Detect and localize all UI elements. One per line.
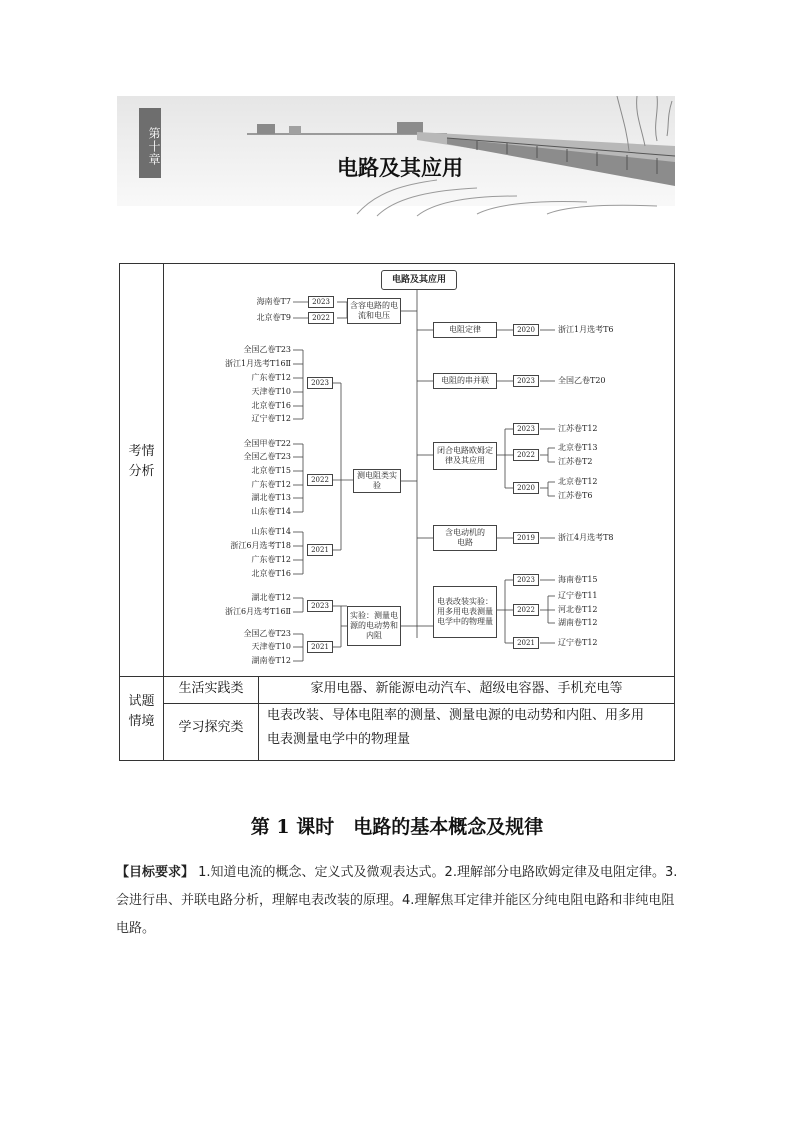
exam-item: 北京卷T9: [256, 313, 291, 322]
year-tag: 2023: [513, 375, 539, 387]
topic-emf-experiment: 实验：测量电源的电动势和内阻: [347, 606, 401, 646]
mind-map-root: 电路及其应用: [381, 270, 457, 290]
knowledge-mind-map: [163, 264, 674, 676]
study-text-line2: 电表测量电学中的物理量: [267, 732, 411, 747]
exam-item: 江苏卷T12: [558, 424, 598, 433]
exam-item: 广东卷T12: [251, 373, 291, 382]
context-label: [120, 692, 163, 732]
exam-item: 全国乙卷T23: [243, 345, 291, 354]
topic-motor-circuit: 含电动机的电路: [433, 525, 497, 551]
year-tag: 2023: [307, 377, 333, 389]
exam-item: 全国乙卷T20: [558, 376, 606, 385]
exam-item: 山东卷T14: [251, 527, 291, 536]
goals-text: 1.知道电流的概念、定义式及微观表达式。2.理解部分电路欧姆定律及电阻定律。3.会进行串、并联电路分析，理解电表改装的原理。4.理解焦耳定律并能区分纯电阻电路和非纯电阻电路。: [116, 865, 678, 936]
exam-item: 北京卷T13: [558, 443, 598, 452]
chapter-title: 电路及其应用: [337, 156, 463, 180]
exam-item: 山东卷T14: [251, 507, 291, 516]
exam-item: 北京卷T16: [251, 569, 291, 578]
study-explore-label: 学习探究类: [178, 720, 244, 735]
exam-item: 海南卷T7: [256, 297, 291, 306]
exam-item: 江苏卷T6: [558, 491, 593, 500]
exam-item: 湖北卷T12: [251, 593, 291, 602]
exam-item: 海南卷T15: [558, 575, 598, 584]
goals-label: 【目标要求】: [116, 865, 195, 880]
year-tag: 2021: [307, 641, 333, 653]
analysis-label: [120, 442, 163, 482]
exam-item: 全国乙卷T23: [243, 452, 291, 461]
year-tag: 2022: [307, 474, 333, 486]
exam-item: 辽宁卷T12: [558, 638, 598, 647]
year-tag: 2021: [307, 544, 333, 556]
exam-item: 辽宁卷T12: [251, 414, 291, 423]
exam-item: 浙江1月选考T16Ⅱ: [224, 359, 291, 368]
year-tag: 2019: [513, 532, 539, 544]
exam-item: 广东卷T12: [251, 480, 291, 489]
context-label-text: 试题情境: [128, 694, 155, 729]
learning-goals: [116, 859, 678, 943]
exam-item: 辽宁卷T11: [558, 591, 598, 600]
topic-meter-conversion: 电表改装实验：用多用电表测量电学中的物理量: [433, 586, 497, 638]
year-tag: 2022: [513, 604, 539, 616]
lesson-title: 第 1 课时 电路的基本概念及规律: [250, 816, 544, 838]
exam-item: 湖南卷T12: [251, 656, 291, 665]
year-tag: 2020: [513, 324, 539, 336]
topic-closed-circuit-ohm: 闭合电路欧姆定律及其应用: [433, 442, 497, 470]
life-practice-label: 生活实践类: [178, 681, 244, 696]
exam-item: 浙江4月选考T8: [558, 533, 614, 542]
year-tag: 2020: [513, 482, 539, 494]
topic-capacitor-circuit: 含容电路的电流和电压: [347, 298, 401, 324]
year-tag: 2023: [513, 574, 539, 586]
exam-item: 全国乙卷T23: [243, 629, 291, 638]
year-tag: 2023: [513, 423, 539, 435]
exam-item: 天津卷T10: [251, 642, 291, 651]
year-tag: 2022: [513, 449, 539, 461]
exam-item: 河北卷T12: [558, 605, 598, 614]
year-tag: 2023: [308, 296, 334, 308]
exam-item: 北京卷T15: [251, 466, 291, 475]
life-practice-text: 家用电器、新能源电动汽车、超级电容器、手机充电等: [310, 681, 623, 696]
exam-item: 北京卷T12: [558, 477, 598, 486]
study-text-line1: 电表改装、导体电阻率的测量、测量电源的电动势和内阻、用多用: [267, 708, 645, 723]
year-tag: 2021: [513, 637, 539, 649]
year-tag: 2023: [307, 600, 333, 612]
topic-series-parallel: 电阻的串并联: [433, 373, 497, 389]
chapter-tag: 第十章: [139, 108, 161, 178]
exam-item: 江苏卷T2: [558, 457, 593, 466]
analysis-label-text: 考情分析: [128, 444, 155, 479]
exam-item: 天津卷T10: [251, 387, 291, 396]
topic-resistance-experiment: 测电阻类实验: [353, 469, 401, 493]
exam-item: 浙江6月选考T18: [230, 541, 291, 550]
exam-item: 全国甲卷T22: [243, 439, 291, 448]
exam-item: 浙江6月选考T16Ⅱ: [224, 607, 291, 616]
study-explore-text: [267, 704, 671, 752]
exam-item: 湖北卷T13: [251, 493, 291, 502]
topic-resistance-law: 电阻定律: [433, 322, 497, 338]
year-tag: 2022: [308, 312, 334, 324]
exam-item: 广东卷T12: [251, 555, 291, 564]
exam-item: 浙江1月选考T6: [558, 325, 614, 334]
exam-item: 北京卷T16: [251, 401, 291, 410]
exam-item: 湖南卷T12: [558, 618, 598, 627]
